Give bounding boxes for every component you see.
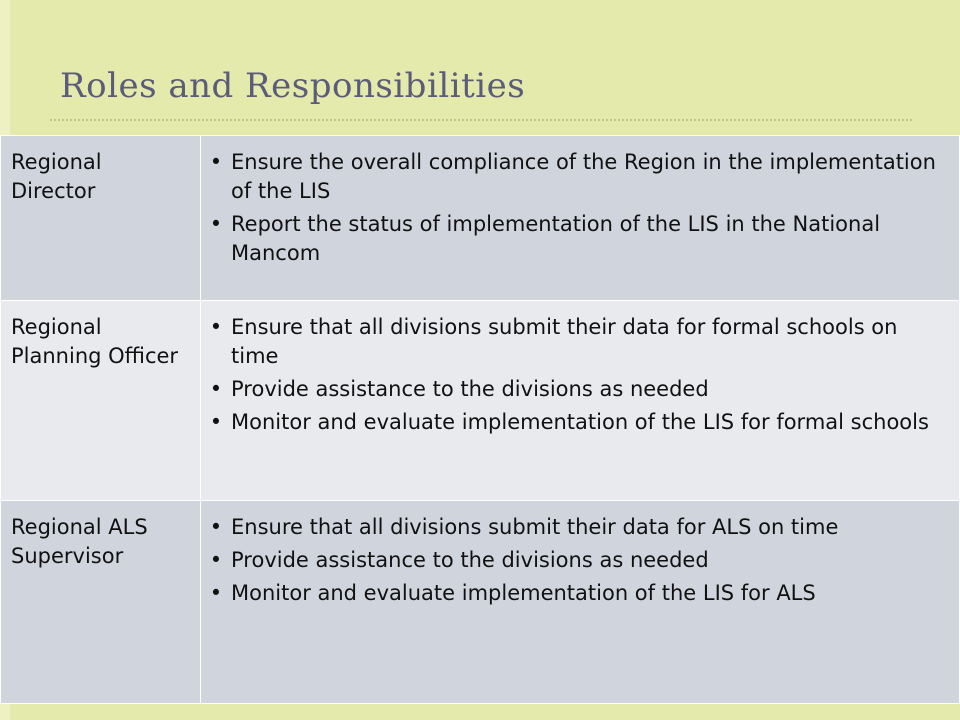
role-cell: Regional Planning Officer: [1, 301, 201, 501]
role-cell: Regional ALS Supervisor: [1, 501, 201, 704]
responsibilities-cell: [201, 136, 960, 301]
list-item: [209, 210, 939, 268]
list-item: [209, 148, 939, 206]
bullet-icon: •: [209, 515, 223, 539]
responsibility-text: Ensure that all divisions submit their data for formal schools on time: [231, 315, 898, 368]
responsibilities-list: [209, 313, 939, 437]
responsibility-text: Report the status of implementation of the LIS in the National Mancom: [231, 212, 881, 265]
responsibility-text: Provide assistance to the divisions as needed: [231, 548, 709, 572]
list-item: [209, 579, 939, 608]
responsibilities-cell: [201, 501, 960, 704]
bullet-icon: •: [209, 377, 223, 401]
responsibility-text: Monitor and evaluate implementation of the LIS for formal schools: [231, 410, 929, 434]
bullet-icon: •: [209, 410, 223, 434]
responsibility-text: Ensure that all divisions submit their data for ALS on time: [231, 515, 839, 539]
responsibilities-list: [209, 148, 939, 268]
responsibility-text: Ensure the overall compliance of the Region in the implementation of the LIS: [231, 150, 936, 203]
list-item: [209, 313, 939, 371]
role-cell: Regional Director: [1, 136, 201, 301]
bullet-icon: •: [209, 548, 223, 572]
list-item: [209, 375, 939, 404]
table-row: [1, 501, 960, 704]
responsibility-text: Provide assistance to the divisions as needed: [231, 377, 709, 401]
bullet-icon: •: [209, 581, 223, 605]
bullet-icon: •: [209, 315, 223, 339]
responsibilities-cell: [201, 301, 960, 501]
title-divider: [50, 119, 912, 121]
table-row: [1, 301, 960, 501]
responsibility-text: Monitor and evaluate implementation of the LIS for ALS: [231, 581, 816, 605]
list-item: [209, 513, 939, 542]
page-title: Roles and Responsibilities: [60, 66, 526, 106]
responsibilities-list: [209, 513, 939, 608]
list-item: [209, 408, 939, 437]
list-item: [209, 546, 939, 575]
bullet-icon: •: [209, 150, 223, 174]
bullet-icon: •: [209, 212, 223, 236]
roles-table: [0, 135, 960, 704]
table-row: [1, 136, 960, 301]
